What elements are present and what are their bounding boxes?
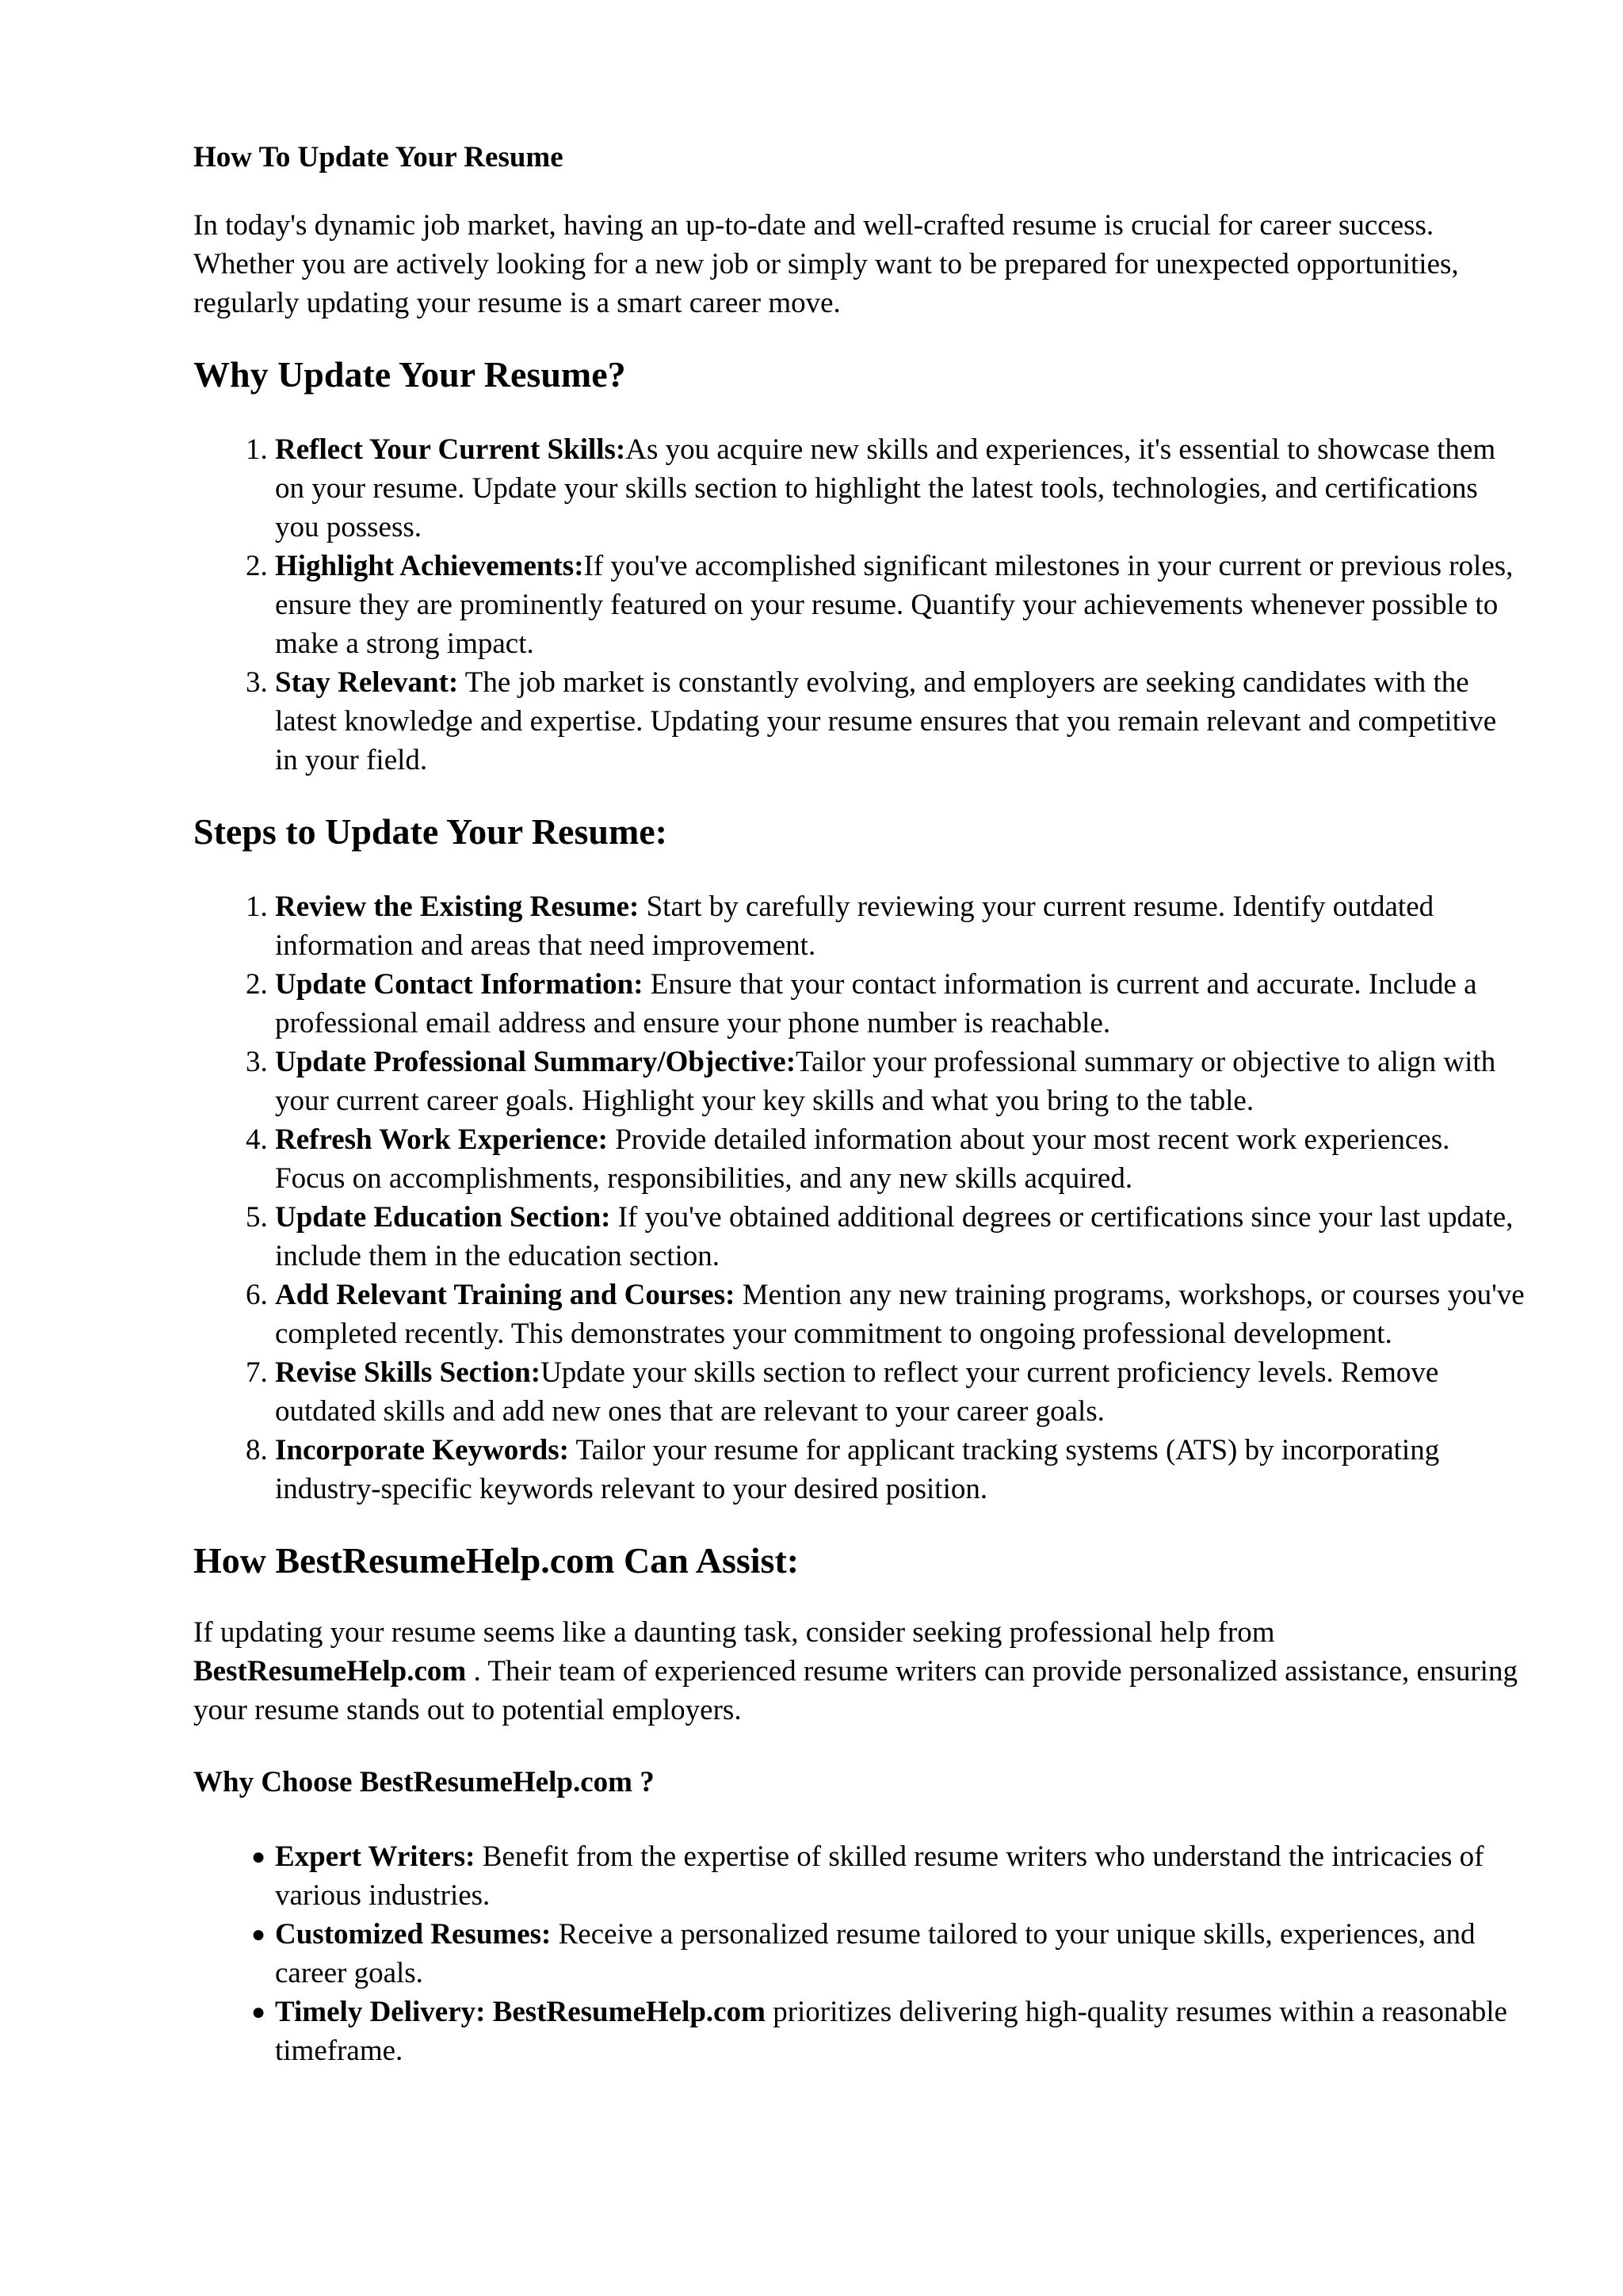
assist-text-after: . Their team of experienced resume writers can provide personalized assistance, ensuring your resume stands out to potential employers. — [193, 1655, 1518, 1726]
item-text: The job market is constantly evolving, and employers are seeking candidates with the latest knowledge and expertise. Updating your resume ensures that you remain relevant and competitive in your field. — [275, 666, 1497, 776]
why-update-list — [193, 430, 1525, 780]
item-text: If you've obtained additional degrees or certifications since your last update, include them in the education section. — [275, 1201, 1514, 1272]
list-item — [275, 430, 1525, 547]
item-text: Tailor your professional summary or objective to align with your current career goals. Highlight your key skills and what you bring to the table. — [275, 1046, 1496, 1117]
bullet-icon: ● — [251, 1844, 266, 1870]
bullet-icon: ● — [251, 1999, 266, 2025]
item-text: Start by carefully reviewing your current resume. Identify outdated information and areas that need improvement. — [275, 891, 1434, 962]
list-item — [275, 1431, 1525, 1508]
item-text: Receive a personalized resume tailored to your unique skills, experiences, and career goals. — [275, 1918, 1476, 1989]
item-text: Tailor your resume for applicant tracking systems (ATS) by incorporating industry-specific keywords relevant to your desired position. — [275, 1434, 1440, 1505]
list-item — [275, 547, 1525, 663]
assist-paragraph — [193, 1613, 1525, 1730]
brand-name: BestResumeHelp.com — [485, 1996, 766, 2028]
item-label: Refresh Work Experience: — [275, 1123, 608, 1156]
list-item — [275, 1198, 1525, 1276]
item-label: Highlight Achievements: — [275, 550, 584, 582]
list-item — [275, 1043, 1525, 1120]
why-choose-list — [193, 1837, 1525, 2070]
why-choose-heading-after: ? — [632, 1766, 655, 1798]
item-label: Update Education Section: — [275, 1201, 611, 1234]
item-text: Update your skills section to reflect your current proficiency levels. Remove outdated skills and add new ones that are relevant to your career goals. — [275, 1356, 1439, 1428]
item-text: Mention any new training programs, workshops, or courses you've completed recently. This demonstrates your commitment to ongoing professional development. — [275, 1279, 1525, 1350]
assist-heading: How BestResumeHelp.com Can Assist: — [193, 1540, 800, 1581]
item-label: Review the Existing Resume: — [275, 891, 640, 923]
steps-heading: Steps to Update Your Resume: — [193, 811, 667, 852]
list-item — [251, 1837, 1525, 1915]
item-text: Provide detailed information about your most recent work experiences. Focus on accomplishments, responsibilities, and any new skills acquired. — [275, 1123, 1450, 1195]
list-item — [275, 1276, 1525, 1353]
list-item — [251, 1915, 1525, 1993]
item-label: Incorporate Keywords: — [275, 1434, 569, 1466]
item-label: Stay Relevant: — [275, 666, 459, 699]
brand-name: BestResumeHelp.com — [193, 1655, 467, 1688]
item-label: Customized Resumes: — [275, 1918, 552, 1951]
document-title: How To Update Your Resume — [193, 141, 563, 174]
item-text: If you've accomplished significant milestones in your current or previous roles, ensure they are prominently featured on your resume. Quantify your achievements whenever possible to make a strong impact. — [275, 550, 1514, 660]
list-item — [275, 965, 1525, 1043]
list-item — [251, 1993, 1525, 2070]
item-label: Update Contact Information: — [275, 968, 643, 1001]
list-item — [275, 887, 1525, 965]
why-update-heading: Why Update Your Resume? — [193, 354, 626, 395]
document-page — [193, 119, 1525, 2070]
item-label: Reflect Your Current Skills: — [275, 433, 626, 466]
item-text: Benefit from the expertise of skilled resume writers who understand the intricacies of various industries. — [275, 1840, 1484, 1912]
item-label: Expert Writers: — [275, 1840, 475, 1873]
intro-paragraph: In today's dynamic job market, having an up-to-date and well-crafted resume is crucial for career success. Whether you are actively looking for a new job or simply want to be prepared for unexpected opportunities, regularly updating your resume is a smart career move. — [193, 209, 1459, 319]
steps-list — [193, 887, 1525, 1508]
item-label: Add Relevant Training and Courses: — [275, 1279, 735, 1311]
assist-text-before: If updating your resume seems like a daunting task, consider seeking professional help from — [193, 1616, 1275, 1649]
list-item — [275, 1353, 1525, 1431]
brand-name: BestResumeHelp.com — [359, 1766, 632, 1798]
list-item — [275, 663, 1525, 780]
item-text: As you acquire new skills and experiences, it's essential to showcase them on your resume. Update your skills section to highlight the latest tools, technologies, and certifications you possess. — [275, 433, 1496, 543]
item-text: Ensure that your contact information is current and accurate. Include a professional email address and ensure your phone number is reachable. — [275, 968, 1477, 1039]
why-choose-heading — [193, 1763, 1525, 1802]
item-label: Revise Skills Section: — [275, 1356, 541, 1389]
item-label: Timely Delivery: — [275, 1996, 486, 2028]
item-label: Update Professional Summary/Objective: — [275, 1046, 796, 1078]
bullet-icon: ● — [251, 1921, 266, 1947]
list-item — [275, 1120, 1525, 1198]
item-text: prioritizes delivering high-quality resumes within a reasonable timeframe. — [275, 1996, 1507, 2067]
why-choose-heading-before: Why Choose — [193, 1766, 360, 1798]
